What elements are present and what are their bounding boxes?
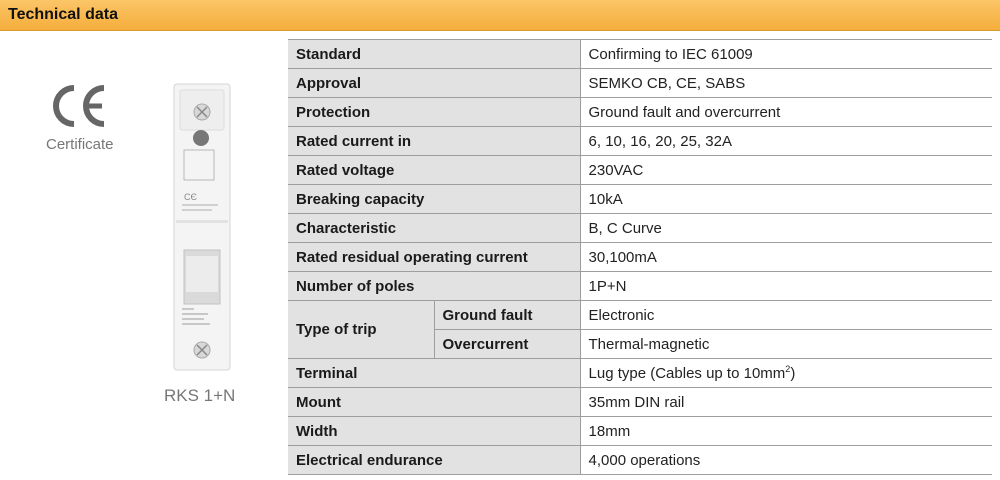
table-row xyxy=(288,388,992,417)
spec-sublabel: Overcurrent xyxy=(434,330,580,359)
technical-data-table xyxy=(288,39,992,475)
spec-label: Rated residual operating current xyxy=(288,243,580,272)
spec-value: Electronic xyxy=(580,301,992,330)
spec-value: 10kA xyxy=(580,185,992,214)
table-row xyxy=(288,272,992,301)
spec-value: SEMKO CB, CE, SABS xyxy=(580,69,992,98)
table-row xyxy=(288,417,992,446)
table-row xyxy=(288,243,992,272)
spec-value: 1P+N xyxy=(580,272,992,301)
spec-value: Confirming to IEC 61009 xyxy=(580,40,992,69)
spec-value xyxy=(580,359,992,388)
ce-mark-icon xyxy=(50,82,108,130)
spec-value-suffix: ) xyxy=(790,364,796,382)
table-row xyxy=(288,127,992,156)
spec-label: Width xyxy=(288,417,580,446)
product-model-label: RKS 1+N xyxy=(164,386,236,405)
spec-value: 30,100mA xyxy=(580,243,992,272)
table-row xyxy=(288,69,992,98)
spec-label: Mount xyxy=(288,388,580,417)
spec-value: 18mm xyxy=(580,417,992,446)
spec-label: Standard xyxy=(288,40,580,69)
table-row xyxy=(288,446,992,475)
spec-label: Terminal xyxy=(288,359,580,388)
breaker-device-image xyxy=(172,82,232,372)
certificate-label: Certificate xyxy=(46,136,114,153)
spec-label: Characteristic xyxy=(288,214,580,243)
spec-label: Approval xyxy=(288,69,580,98)
spec-value: 35mm DIN rail xyxy=(580,388,992,417)
spec-value: 4,000 operations xyxy=(580,446,992,475)
section-title: Technical data xyxy=(8,6,118,23)
spec-sublabel: Ground fault xyxy=(434,301,580,330)
spec-label: Electrical endurance xyxy=(288,446,580,475)
table-row xyxy=(288,156,992,185)
spec-label: Number of poles xyxy=(288,272,580,301)
spec-value: Ground fault and overcurrent xyxy=(580,98,992,127)
spec-label: Rated current in xyxy=(288,127,580,156)
table-row xyxy=(288,301,992,330)
svg-text:CЄ: CЄ xyxy=(184,192,197,202)
table-row xyxy=(288,185,992,214)
table-row xyxy=(288,214,992,243)
spec-label: Rated voltage xyxy=(288,156,580,185)
spec-value-text: Lug type (Cables up to 10mm xyxy=(588,364,786,382)
spec-label: Type of trip xyxy=(288,301,434,359)
spec-value: 6, 10, 16, 20, 25, 32A xyxy=(580,127,992,156)
spec-label: Breaking capacity xyxy=(288,185,580,214)
table-row xyxy=(288,40,992,69)
spec-label: Protection xyxy=(288,98,580,127)
spec-value-superscript: 2 xyxy=(785,363,791,374)
spec-value: B, C Curve xyxy=(580,214,992,243)
section-header xyxy=(0,0,1000,31)
spec-value: Thermal-magnetic xyxy=(580,330,992,359)
spec-value: 230VAC xyxy=(580,156,992,185)
table-row xyxy=(288,359,992,388)
table-row xyxy=(288,98,992,127)
